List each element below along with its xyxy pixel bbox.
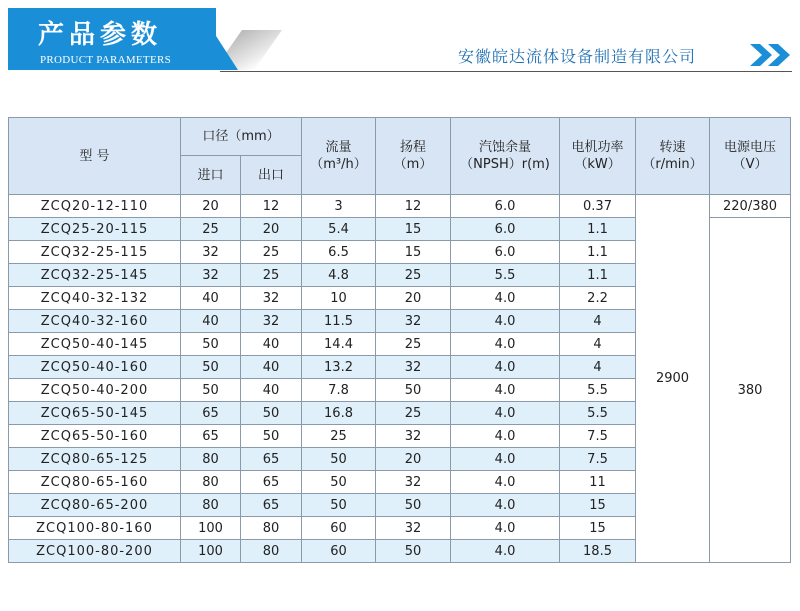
cell-head: 12 xyxy=(376,195,451,218)
cell-npsh: 4.0 xyxy=(451,494,560,517)
cell-model: ZCQ32-25-115 xyxy=(9,241,181,264)
cell-outlet: 40 xyxy=(241,333,302,356)
cell-outlet: 80 xyxy=(241,540,302,563)
cell-npsh: 4.0 xyxy=(451,287,560,310)
cell-power: 5.5 xyxy=(560,402,636,425)
cell-inlet: 100 xyxy=(181,540,241,563)
cell-inlet: 25 xyxy=(181,218,241,241)
col-header-power: 电机功率 （kW） xyxy=(560,118,636,195)
cell-inlet: 32 xyxy=(181,241,241,264)
cell-npsh: 6.0 xyxy=(451,195,560,218)
cell-head: 15 xyxy=(376,241,451,264)
cell-power: 1.1 xyxy=(560,264,636,287)
cell-model: ZCQ50-40-145 xyxy=(9,333,181,356)
cell-model: ZCQ100-80-200 xyxy=(9,540,181,563)
cell-head: 20 xyxy=(376,448,451,471)
cell-power: 1.1 xyxy=(560,218,636,241)
cell-flow: 14.4 xyxy=(302,333,376,356)
cell-head: 32 xyxy=(376,356,451,379)
cell-model: ZCQ50-40-160 xyxy=(9,356,181,379)
cell-flow: 60 xyxy=(302,517,376,540)
cell-power: 5.5 xyxy=(560,379,636,402)
col-header-outlet: 出口 xyxy=(241,156,302,195)
cell-npsh: 6.0 xyxy=(451,241,560,264)
header-slant-decoration xyxy=(198,8,238,70)
cell-power: 1.1 xyxy=(560,241,636,264)
cell-head: 32 xyxy=(376,471,451,494)
cell-model: ZCQ65-50-160 xyxy=(9,425,181,448)
cell-model: ZCQ100-80-160 xyxy=(9,517,181,540)
cell-model: ZCQ25-20-115 xyxy=(9,218,181,241)
cell-flow: 3 xyxy=(302,195,376,218)
cell-npsh: 6.0 xyxy=(451,218,560,241)
cell-power: 18.5 xyxy=(560,540,636,563)
cell-power: 0.37 xyxy=(560,195,636,218)
cell-flow: 6.5 xyxy=(302,241,376,264)
cell-model: ZCQ40-32-160 xyxy=(9,310,181,333)
cell-speed: 2900 xyxy=(636,195,710,563)
cell-voltage-first: 220/380 xyxy=(710,195,791,218)
cell-flow: 4.8 xyxy=(302,264,376,287)
cell-outlet: 40 xyxy=(241,356,302,379)
cell-npsh: 4.0 xyxy=(451,379,560,402)
cell-flow: 50 xyxy=(302,448,376,471)
cell-flow: 60 xyxy=(302,540,376,563)
product-parameters-table xyxy=(8,117,791,563)
cell-head: 50 xyxy=(376,540,451,563)
cell-head: 32 xyxy=(376,425,451,448)
cell-npsh: 5.5 xyxy=(451,264,560,287)
cell-model: ZCQ80-65-200 xyxy=(9,494,181,517)
col-header-voltage: 电源电压 （V） xyxy=(710,118,791,195)
cell-outlet: 25 xyxy=(241,264,302,287)
cell-power: 15 xyxy=(560,517,636,540)
cell-outlet: 25 xyxy=(241,241,302,264)
cell-inlet: 32 xyxy=(181,264,241,287)
cell-inlet: 50 xyxy=(181,379,241,402)
cell-npsh: 4.0 xyxy=(451,425,560,448)
col-header-bore: 口径（mm） xyxy=(181,118,302,156)
cell-power: 4 xyxy=(560,356,636,379)
cell-flow: 7.8 xyxy=(302,379,376,402)
cell-power: 4 xyxy=(560,310,636,333)
col-header-flow: 流量 （m³/h） xyxy=(302,118,376,195)
cell-inlet: 50 xyxy=(181,356,241,379)
col-header-speed: 转速 （r/min） xyxy=(636,118,710,195)
cell-outlet: 50 xyxy=(241,425,302,448)
cell-outlet: 12 xyxy=(241,195,302,218)
cell-inlet: 50 xyxy=(181,333,241,356)
cell-power: 15 xyxy=(560,494,636,517)
cell-npsh: 4.0 xyxy=(451,448,560,471)
cell-npsh: 4.0 xyxy=(451,540,560,563)
cell-voltage-rest: 380 xyxy=(710,218,791,563)
cell-outlet: 65 xyxy=(241,471,302,494)
cell-model: ZCQ32-25-145 xyxy=(9,264,181,287)
cell-power: 7.5 xyxy=(560,425,636,448)
col-header-head: 扬程 （m） xyxy=(376,118,451,195)
cell-model: ZCQ50-40-200 xyxy=(9,379,181,402)
table-row xyxy=(9,195,791,218)
cell-head: 32 xyxy=(376,310,451,333)
cell-inlet: 80 xyxy=(181,448,241,471)
cell-inlet: 40 xyxy=(181,310,241,333)
header-title-box xyxy=(8,8,216,70)
cell-flow: 50 xyxy=(302,471,376,494)
page-subtitle: PRODUCT PARAMETERS xyxy=(40,54,172,66)
cell-flow: 50 xyxy=(302,494,376,517)
cell-outlet: 20 xyxy=(241,218,302,241)
cell-head: 15 xyxy=(376,218,451,241)
cell-model: ZCQ40-32-132 xyxy=(9,287,181,310)
cell-outlet: 65 xyxy=(241,448,302,471)
cell-flow: 25 xyxy=(302,425,376,448)
cell-inlet: 65 xyxy=(181,425,241,448)
cell-head: 25 xyxy=(376,333,451,356)
cell-npsh: 4.0 xyxy=(451,333,560,356)
cell-inlet: 100 xyxy=(181,517,241,540)
cell-model: ZCQ20-12-110 xyxy=(9,195,181,218)
cell-inlet: 20 xyxy=(181,195,241,218)
cell-outlet: 80 xyxy=(241,517,302,540)
col-header-npsh: 汽蚀余量 （NPSH）r(m) xyxy=(451,118,560,195)
company-name: 安徽皖达流体设备制造有限公司 xyxy=(458,47,697,66)
cell-model: ZCQ80-65-125 xyxy=(9,448,181,471)
cell-head: 25 xyxy=(376,264,451,287)
cell-power: 2.2 xyxy=(560,287,636,310)
col-header-inlet: 进口 xyxy=(181,156,241,195)
page-title: 产品参数 xyxy=(38,20,163,50)
cell-head: 20 xyxy=(376,287,451,310)
cell-npsh: 4.0 xyxy=(451,356,560,379)
cell-head: 50 xyxy=(376,494,451,517)
cell-npsh: 4.0 xyxy=(451,471,560,494)
cell-outlet: 65 xyxy=(241,494,302,517)
cell-inlet: 80 xyxy=(181,494,241,517)
cell-inlet: 80 xyxy=(181,471,241,494)
cell-outlet: 50 xyxy=(241,402,302,425)
cell-outlet: 32 xyxy=(241,310,302,333)
cell-flow: 11.5 xyxy=(302,310,376,333)
cell-head: 25 xyxy=(376,402,451,425)
double-chevron-right-icon xyxy=(748,42,794,68)
cell-flow: 5.4 xyxy=(302,218,376,241)
cell-npsh: 4.0 xyxy=(451,310,560,333)
col-header-model: 型 号 xyxy=(9,118,181,195)
cell-inlet: 40 xyxy=(181,287,241,310)
cell-flow: 10 xyxy=(302,287,376,310)
cell-power: 11 xyxy=(560,471,636,494)
cell-outlet: 32 xyxy=(241,287,302,310)
cell-head: 50 xyxy=(376,379,451,402)
header-divider xyxy=(220,71,792,72)
cell-model: ZCQ80-65-160 xyxy=(9,471,181,494)
cell-power: 4 xyxy=(560,333,636,356)
cell-model: ZCQ65-50-145 xyxy=(9,402,181,425)
cell-flow: 13.2 xyxy=(302,356,376,379)
cell-flow: 16.8 xyxy=(302,402,376,425)
cell-inlet: 65 xyxy=(181,402,241,425)
cell-outlet: 40 xyxy=(241,379,302,402)
cell-npsh: 4.0 xyxy=(451,402,560,425)
cell-npsh: 4.0 xyxy=(451,517,560,540)
cell-head: 32 xyxy=(376,517,451,540)
cell-power: 7.5 xyxy=(560,448,636,471)
